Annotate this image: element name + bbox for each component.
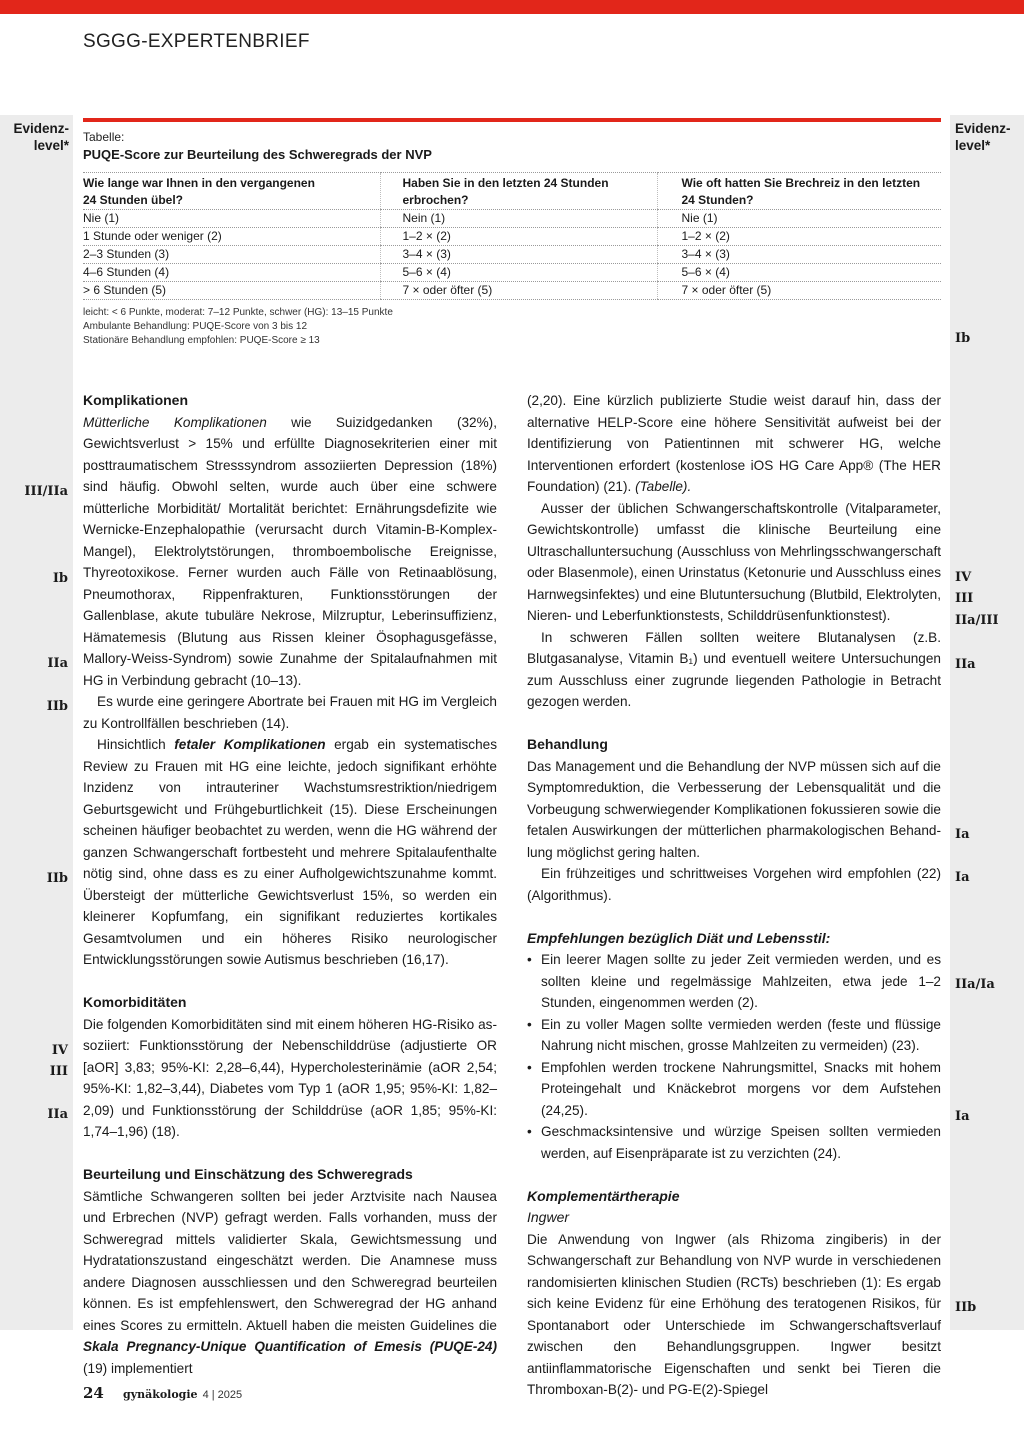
table-cell: > 6 Stunden (5) [83, 282, 380, 300]
list-item: • Ein leerer Magen sollte zu jeder Zeit vermieden werden, und es sollten kleine und regelmässige Mahlzeiten, etwa jede 1–2 Stunden, eingenommen werden (2). [527, 949, 941, 1014]
top-accent-bar [0, 0, 1024, 14]
emphasis: fetaler Komplikationen [174, 737, 326, 752]
table-header-row [83, 173, 941, 210]
evidence-level-marker: IIa [955, 657, 976, 672]
evidence-level-marker: III [955, 591, 974, 606]
emphasis: (Tabelle). [635, 479, 692, 494]
evidence-level-marker: IV [51, 1043, 68, 1058]
table-cell: 5–6 × (4) [657, 264, 941, 282]
table-cell: Nie (1) [657, 210, 941, 228]
evidence-level-marker: IIa/Ia [955, 977, 995, 992]
paragraph: Es wurde eine geringere Abortrate bei Frauen mit HG im Vergleich zu Kontrollfällen beschrieben (14). [83, 694, 497, 731]
article-column-left [83, 390, 497, 1379]
column-header-vomiting: Haben Sie in den letzten 24 Stunden erbrochen? [380, 173, 657, 210]
table-row [83, 264, 941, 282]
evidence-level-marker: IIb [955, 1300, 977, 1315]
column-header-nausea: Wie lange war Ihnen in den vergangenen 24 Stunden übel? [83, 173, 380, 210]
page-footer [83, 1384, 242, 1402]
table-cell: 4–6 Stunden (4) [83, 264, 380, 282]
paragraph-text: (19) implementiert [83, 1360, 193, 1376]
evidence-level-header-left [0, 120, 69, 154]
paragraph: Die folgenden Komorbiditäten sind mit einem höheren HG-Risiko assoziiert: Funktionsstörung der Nebenschilddrüse (adjustierte OR [aOR] 3,83; 95%-KI: 2,28–6,44), Hypercholesterinämie (aOR 2,54; 95%-KI: 1,82–3,44), Diabetes vom Typ 1 (aOR 1,95; 95%-KI: 1,82–2,09) und Funktionsstörung der Schilddrüse (aOR 1,85; 95%-KI: 1,74–1,96) (18). [83, 1016, 497, 1139]
evidence-header-line: level* [33, 138, 69, 153]
evidence-header-line: Evidenz- [955, 121, 1011, 136]
table-cell: Nein (1) [380, 210, 657, 228]
table-notes [83, 306, 393, 348]
page-number: 24 [83, 1384, 104, 1402]
section-heading-diaet: Empfehlungen bezüglich Diät und Lebensstil: [527, 929, 831, 946]
evidence-level-marker: IIa [47, 656, 68, 671]
table-note: Ambulante Behandlung: PUQE-Score von 3 bis 12 [83, 321, 308, 332]
table-cell: 1 Stunde oder weniger (2) [83, 228, 380, 246]
section-heading-komorbiditaeten: Komorbiditäten [83, 994, 187, 1010]
evidence-level-marker: IIa/III [955, 613, 999, 628]
table-note: Stationäre Behandlung empfohlen: PUQE-Score ≥ 13 [83, 335, 320, 346]
paragraph-text: ergab ein systematisches Review zu Frauen mit HG eine leichte, jedoch signifikant erhöhte Inzidenz von intrauteriner Wachstumsrestriktion/niedrigem Geburtsgewicht und Frühgeburtlichkeit (15). Diese Erscheinungen scheinen häufiger beobachtet zu werden, wenn die HG während der ganzen Schwangerschaft fortbesteht und mehrere Spitalaufenthalte nötig sind, ohne dass es zu einer Aufholgewichtszunahme kommt. Übersteigt der mütterliche Gewichtsverlust 15%, so werden ein kleinerer Kopfumfang, ein signifikant reduziertes kortikales Gesamtvolumen und ein höheres Risiko neurologischer Entwicklungsstörungen sowie Autismus beschrieben (16,17). [83, 737, 497, 967]
paragraph: Ein frühzeitiges und schrittweises Vorgehen wird empfohlen (22) (Algorithmus). [527, 866, 941, 903]
list-item: • Empfohlen werden trockene Nahrungsmittel, Snacks mit hohem Proteingehalt und Knäckebrot morgens vor dem Aufstehen (24,25). [527, 1057, 941, 1122]
table-cell: 7 × oder öfter (5) [657, 282, 941, 300]
table-row [83, 228, 941, 246]
evidence-level-header-right [955, 120, 1011, 154]
paragraph: Die Anwendung von Ingwer (als Rhizoma zingiberis) in der Schwangerschaft zur Behandlung von NVP wurde in verschiedenen randomisierten klinischen Studien (RCTs) beschrieben (1): Es ergab sich keine Evidenz für eine Erhöhung des teratogenen Risikos, für Spontanabort oder Unterschiede im Schwangerschaftsverlauf zwischen den Behandlungsgruppen. Ingwer besitzt antiinflammatorische Eigenschaften und senkt bei Tieren die Thromboxan-B(2)- und PG-E(2)-Spiegel [527, 1231, 941, 1397]
evidence-header-line: Evidenz- [13, 121, 69, 136]
table-cell: 1–2 × (2) [657, 228, 941, 246]
table-cell: 5–6 × (4) [380, 264, 657, 282]
evidence-level-marker: Ib [955, 331, 971, 346]
paragraph [83, 1186, 497, 1380]
diet-recommendations-list [527, 949, 941, 1164]
evidence-level-marker: III [49, 1064, 68, 1079]
table-cell: 2–3 Stunden (3) [83, 246, 380, 264]
running-head: SGGG-EXPERTENBRIEF [83, 31, 310, 52]
paragraph-text: Sämtliche Schwangeren sollten bei jeder Arztvisite nach Nausea und Erbrechen (NVP) gefragt werden. Falls vorhanden, muss der Schweregrad mittels validierter Skala, Gewichtsmessung und Hydratationszustand eingeschätzt werden. Die Anamnese muss andere Diagnosen ausschliessen und den Schweregrad beurteilen können. Es ist empfehlenswert, den Schweregrad der HG anhand eines Scores zu ermitteln. Aktuell haben die meisten Guidelines die [83, 1188, 497, 1333]
list-item: • Ein zu voller Magen sollte vermieden werden (feste und flüssige Nahrung nicht mischen, grosse Mahlzeiten zu vermeiden) (23). [527, 1014, 941, 1057]
paragraph: In schweren Fällen sollten weitere Blutanalysen (z.B. Blutgasanalyse, Vitamin B₁) und eventuell weitere Untersuchungen zum Ausschluss einer zugrunde liegenden Pathologie in Betracht gezogen werden. [527, 629, 941, 709]
evidence-level-marker: IIb [46, 699, 68, 714]
table-cell: 3–4 × (3) [380, 246, 657, 264]
evidence-sidebar-right [950, 115, 1024, 1330]
article-column-right [527, 390, 941, 1401]
evidence-level-marker: Ib [52, 571, 68, 586]
column-header-retching: Wie oft hatten Sie Brechreiz in den letzten 24 Stunden? [657, 173, 941, 210]
section-heading-beurteilung: Beurteilung und Einschätzung des Schweregrads [83, 1166, 413, 1182]
paragraph: Ausser der üblichen Schwangerschaftskontrolle (Vitalparameter, Gewichtskontrolle) umfasst die klinische Beurteilung eine Ultraschalluntersuchung (Ausschluss von Mehrlingsschwangerschaft oder Blasenmole), einen Urinstatus (Ketonurie und Ausschluss eines Harnwegsinfektes) und eine Blutuntersuchung (Blutbild, Elektrolyten, Nieren- und Leberfunktionstests, Schilddrüsenfunktionstest). [527, 500, 941, 623]
evidence-level-marker: Ia [955, 1109, 970, 1124]
evidence-level-marker: IIb [46, 871, 68, 886]
table-cell: Nie (1) [83, 210, 380, 228]
evidence-level-marker: Ia [955, 827, 970, 842]
paragraph-text: wie Suizidgedanken (32%), Gewichtsverlust > 15% und erfüllte Diagnosekriterien einer mit posttraumatischem Stresssyndrom assoziierten Depression (18%) sind häufig. Obwohl selten, wurde auch über eine schwere mütterliche Morbidität/ Mortalität berichtet: Ernährungsdefizite wie Wernicke-Enzephalopathie (verursacht durch Vitamin-B-Komplex-Mangel), Elektrolytstörungen, thromboembolische Ereignisse, Thyreotoxikose. Ferner wurden auch Fälle von Retinaablösung, Pneumothorax, Rippenfrakturen, Funktionsstörungen der Gallenblase, akute tubuläre Nekrose, Milzruptur, Leberinsuffizienz, Hämatemesis (Blutung aus Rissen kleiner Ösophagusgefässe, Mallory-Weiss-Syndrom) sowie Zunahme der Spitalaufnahmen mit HG in Verbindung gebracht (10–13). [83, 414, 497, 688]
table-title: PUQE-Score zur Beurteilung des Schweregrads der NVP [83, 147, 432, 162]
paragraph [527, 390, 941, 498]
evidence-level-marker: IIa [47, 1107, 68, 1122]
paragraph [83, 734, 497, 971]
table-cell: 3–4 × (3) [657, 246, 941, 264]
journal-name: gynäkologie [123, 1388, 198, 1401]
table-row [83, 210, 941, 228]
table-cell: 1–2 × (2) [380, 228, 657, 246]
section-heading-komplikationen: Komplikationen [83, 392, 189, 408]
evidence-header-line: level* [955, 138, 991, 153]
paragraph-text: Hinsichtlich [97, 737, 175, 752]
evidence-sidebar-left [0, 115, 73, 1330]
paragraph [83, 412, 497, 692]
section-heading-behandlung: Behandlung [527, 736, 608, 752]
table-row [83, 282, 941, 300]
emphasis: Skala Pregnancy-Unique Quantification of Emesis (PUQE-24) [83, 1339, 497, 1354]
paragraph: Das Management und die Behandlung der NVP müssen sich auf die Symptomreduktion, die Verbesserung der Lebensqualität und die Vorbeugung schwerwiegender Komplikationen fokussieren sowie die fetalen Auswirkungen der mütterlichen pharmakologischen Behandlung möglichst gering halten. [527, 758, 941, 860]
emphasis: Mütterliche Komplikationen [83, 414, 267, 430]
section-heading-komplementaertherapie: Komplementärtherapie [527, 1187, 680, 1204]
table-top-rule [83, 118, 941, 122]
table-note: leicht: < 6 Punkte, moderat: 7–12 Punkte, schwer (HG): 13–15 Punkte [83, 307, 393, 318]
table-caption: Tabelle: [83, 130, 125, 144]
evidence-level-marker: Ia [955, 870, 970, 885]
paragraph-text: (2,20). Eine kürzlich publizierte Studie weist darauf hin, dass der alternative HELP-Score eine höhere Sensitivität aufweist bei der Identifizierung von Patientinnen mit schwerer HG, welche Interventionen erfordert (kostenlose iOS HG Care App® (The HER Foundation) (21). [527, 393, 941, 494]
table-row [83, 246, 941, 264]
subheading-ingwer: Ingwer [527, 1209, 570, 1225]
table-cell: 7 × oder öfter (5) [380, 282, 657, 300]
puqe-score-table [83, 172, 941, 300]
issue-number: 4 | 2025 [202, 1389, 243, 1401]
list-item: • Geschmacksintensive und würzige Speisen sollten vermieden werden, auf Eisenpräparate ist zu verzichten (24). [527, 1121, 941, 1164]
evidence-level-marker: IV [955, 570, 972, 585]
evidence-level-marker: III/IIa [24, 484, 68, 499]
